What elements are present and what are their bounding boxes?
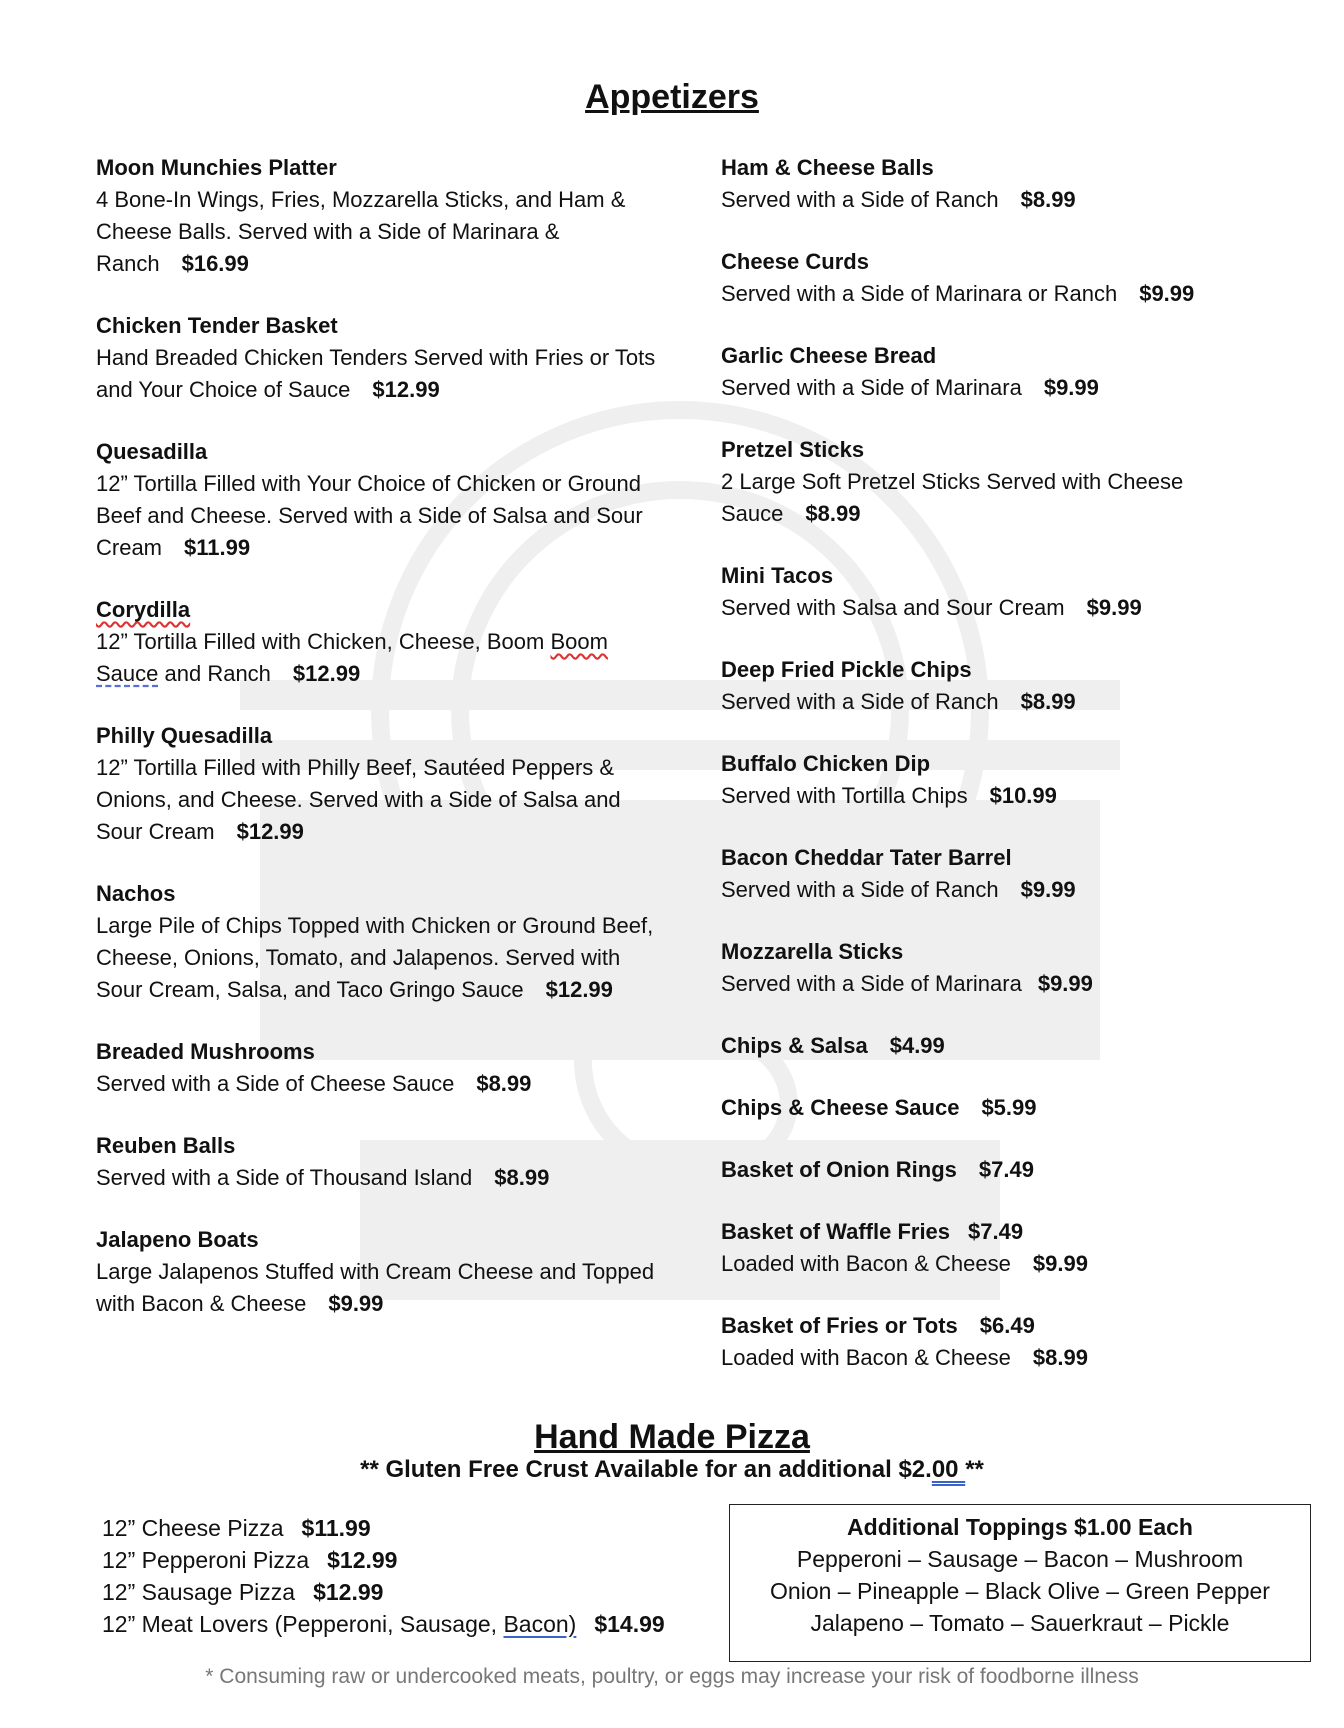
menu-item [721,748,1281,812]
menu-item [96,878,656,1006]
toppings-line: Pepperoni – Sausage – Bacon – Mushroom [796,1546,1244,1572]
menu-item [96,1224,656,1320]
item-name: Garlic Cheese Bread [721,343,937,368]
pizza-label: 12” Pepperoni Pizza [102,1547,310,1573]
pizza-item [102,1576,665,1608]
item-name: Philly Quesadilla [96,723,273,748]
item-description: Loaded with Bacon & Cheese [721,1251,1011,1276]
item-name: Buffalo Chicken Dip [721,751,931,776]
menu-item [96,436,656,564]
pizza-label-underlined: Bacon) [503,1611,577,1637]
gf-note-end: ** [965,1456,984,1483]
menu-item [721,152,1281,216]
item-name: Pretzel Sticks [721,437,865,462]
pizza-title: Hand Made Pizza [534,1418,810,1456]
item-name: Cheese Curds [721,249,869,274]
item-price-loaded: $8.99 [1032,1345,1088,1370]
item-name: Chips & Salsa [721,1033,868,1058]
menu-item [96,310,656,406]
item-name: Mozzarella Sticks [721,939,904,964]
item-price: $11.99 [184,535,251,560]
item-name: Basket of Waffle Fries [721,1219,951,1244]
item-description: Hand Breaded Chicken Tenders Served with Fries or Tots and Your Choice of Sauce [96,345,656,402]
item-price: $9.99 [1037,971,1093,996]
toppings-title: Additional Toppings $1.00 Each [847,1514,1193,1540]
item-description: 2 Large Soft Pretzel Sticks Served with Cheese Sauce [721,469,1184,526]
item-name: Deep Fried Pickle Chips [721,657,972,682]
item-description: Served with a Side of Ranch [721,187,999,212]
item-price: $12.99 [372,377,440,402]
menu-item [96,594,656,690]
item-description-end: and Ranch [158,661,271,686]
item-price: $7.49 [968,1219,1024,1244]
pizza-label: 12” Meat Lovers (Pepperoni, Sausage, [102,1611,504,1637]
pizza-price: $12.99 [313,1579,384,1605]
item-name: Chicken Tender Basket [96,313,338,338]
item-price: $9.99 [328,1291,384,1316]
item-description: 4 Bone-In Wings, Fries, Mozzarella Sticks, and Ham & Cheese Balls. Served with a Side of Marinara & Ranch [96,187,626,276]
pizza-label: 12” Cheese Pizza [102,1515,284,1541]
menu-item [721,434,1281,530]
item-description: Served with a Side of Marinara [721,375,1022,400]
toppings-box [729,1504,1311,1662]
pizza-price: $12.99 [327,1547,398,1573]
item-name: Bacon Cheddar Tater Barrel [721,845,1012,870]
item-description: 12” Tortilla Filled with Your Choice of Chicken or Ground Beef and Cheese. Served with a Side of Salsa and Sour Cream [96,471,643,560]
item-price: $4.99 [889,1033,945,1058]
menu-item [721,1092,1281,1124]
item-price: $10.99 [989,783,1057,808]
menu-item [96,152,656,280]
item-price: $16.99 [181,251,249,276]
item-description: Served with a Side of Marinara [721,971,1022,996]
item-price: $8.99 [1020,689,1076,714]
item-price: $5.99 [981,1095,1037,1120]
item-description: Served with a Side of Ranch [721,877,999,902]
item-description: Served with Salsa and Sour Cream [721,595,1065,620]
item-name: Reuben Balls [96,1133,236,1158]
appetizers-right-column [721,152,1281,1404]
menu-item [721,1030,1281,1062]
grammar-word: Sauce [96,661,159,686]
item-price: $9.99 [1086,595,1142,620]
item-description: 12” Tortilla Filled with Chicken, Cheese, Boom [96,629,551,654]
pizza-item [102,1544,665,1576]
item-price: $9.99 [1043,375,1099,400]
spellcheck-word: Boom [550,629,608,654]
pizza-price: $14.99 [594,1611,665,1637]
item-description: Large Pile of Chips Topped with Chicken or Ground Beef, Cheese, Onions, Tomato, and Jalapenos. Served with Sour Cream, Salsa, and Taco Gringo Sauce [96,913,654,1002]
pizza-item [102,1608,665,1640]
item-name: Basket of Onion Rings [721,1157,957,1182]
item-description: Large Jalapenos Stuffed with Cream Cheese and Topped with Bacon & Cheese [96,1259,655,1316]
item-name: Quesadilla [96,439,208,464]
gluten-free-note [0,1456,1344,1484]
toppings-line: Jalapeno – Tomato – Sauerkraut – Pickle [810,1610,1230,1636]
item-description: Served with a Side of Ranch [721,689,999,714]
item-price: $8.99 [805,501,861,526]
menu-item [96,1036,656,1100]
gf-note-underlined: 00 [931,1456,966,1483]
item-description: 12” Tortilla Filled with Philly Beef, Sautéed Peppers & Onions, and Cheese. Served with a Side of Salsa and Sour Cream [96,755,621,844]
menu-item [721,842,1281,906]
item-name: Ham & Cheese Balls [721,155,934,180]
item-price-loaded: $9.99 [1032,1251,1088,1276]
menu-item [721,246,1281,310]
gf-note-text: ** Gluten Free Crust Available for an additional $2. [360,1456,932,1483]
food-safety-footnote: * Consuming raw or undercooked meats, poultry, or eggs may increase your risk of foodborne illness [205,1665,1139,1688]
menu-item [96,720,656,848]
item-price: $6.49 [979,1313,1035,1338]
item-name: Mini Tacos [721,563,834,588]
menu-item [721,1310,1281,1374]
item-price: $9.99 [1020,877,1076,902]
menu-item [721,1216,1281,1280]
item-name: Corydilla [96,597,191,622]
item-description: Served with a Side of Marinara or Ranch [721,281,1118,306]
menu-item [721,340,1281,404]
item-description: Served with Tortilla Chips [721,783,968,808]
item-name: Moon Munchies Platter [96,155,337,180]
item-price: $12.99 [292,661,361,686]
toppings-line: Onion – Pineapple – Black Olive – Green Pepper [770,1578,1270,1604]
pizza-list [102,1512,665,1640]
item-description: Loaded with Bacon & Cheese [721,1345,1011,1370]
item-price: $7.49 [978,1157,1034,1182]
item-name: Nachos [96,881,176,906]
menu-item [721,936,1281,1000]
item-name: Jalapeno Boats [96,1227,259,1252]
item-price: $8.99 [494,1165,550,1190]
menu-item [721,1154,1281,1186]
menu-item [721,560,1281,624]
item-price: $9.99 [1139,281,1195,306]
pizza-label: 12” Sausage Pizza [102,1579,296,1605]
item-price: $12.99 [236,819,304,844]
appetizers-left-column [96,152,656,1350]
item-description: Served with a Side of Thousand Island [96,1165,473,1190]
item-price: $8.99 [1020,187,1076,212]
pizza-item [102,1512,665,1544]
item-price: $8.99 [476,1071,532,1096]
appetizers-title: Appetizers [585,78,759,116]
item-price: $12.99 [545,977,613,1002]
menu-item [96,1130,656,1194]
menu-item [721,654,1281,718]
item-name: Breaded Mushrooms [96,1039,315,1064]
item-description: Served with a Side of Cheese Sauce [96,1071,455,1096]
item-name: Chips & Cheese Sauce [721,1095,960,1120]
item-name: Basket of Fries or Tots [721,1313,958,1338]
pizza-price: $11.99 [301,1515,371,1541]
